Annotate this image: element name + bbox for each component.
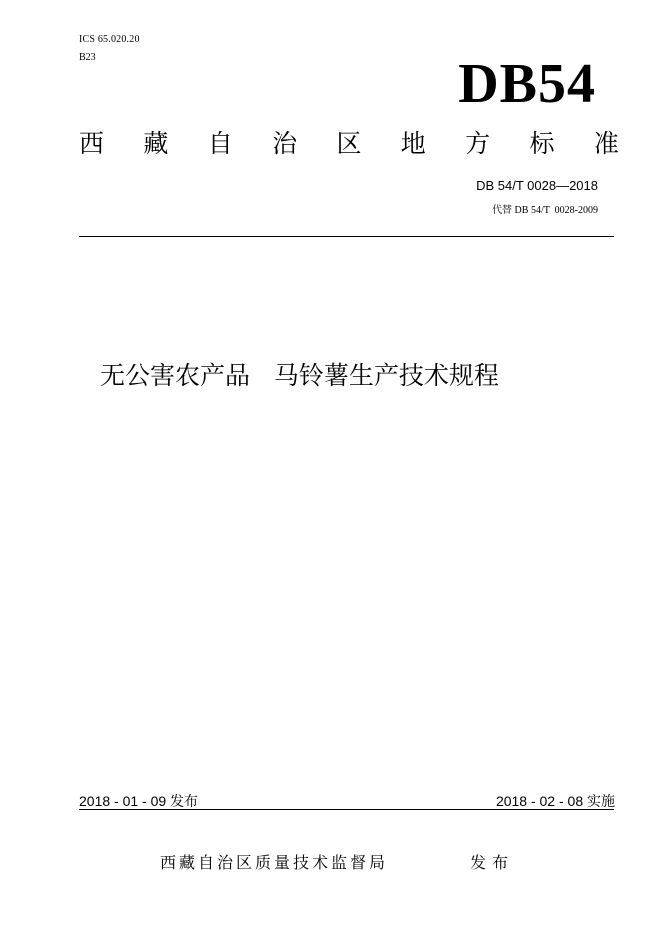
standard-category [79, 128, 619, 160]
category-char: 方 [465, 129, 491, 158]
document-title: 无公害农产品 马铃薯生产技术规程 [100, 361, 499, 390]
standard-logo: DB54 [458, 53, 596, 115]
category-char: 标 [529, 129, 555, 158]
category-char: 地 [400, 129, 426, 158]
issue-label: 发布 [470, 853, 515, 872]
ccs-code: B23 [79, 52, 96, 63]
standard-number: DB 54/T 0028—2018 [476, 178, 598, 193]
category-char: 准 [593, 129, 619, 158]
category-char: 自 [207, 129, 233, 158]
issue-date: 2018 - 01 - 09 发布 [79, 793, 199, 809]
ics-code: ICS 65.020.20 [79, 34, 140, 45]
issuing-authority: 西藏自治区质量技术监督局 [160, 853, 389, 872]
footer-divider [79, 809, 614, 810]
category-char: 藏 [143, 129, 169, 158]
replaces-standard: 代替 DB 54/T 0028-2009 [492, 205, 598, 216]
category-char: 西 [79, 129, 105, 158]
category-char: 区 [336, 129, 362, 158]
implementation-date: 2018 - 02 - 08 实施 [495, 793, 615, 809]
category-char: 治 [272, 129, 298, 158]
header-divider [79, 236, 614, 237]
